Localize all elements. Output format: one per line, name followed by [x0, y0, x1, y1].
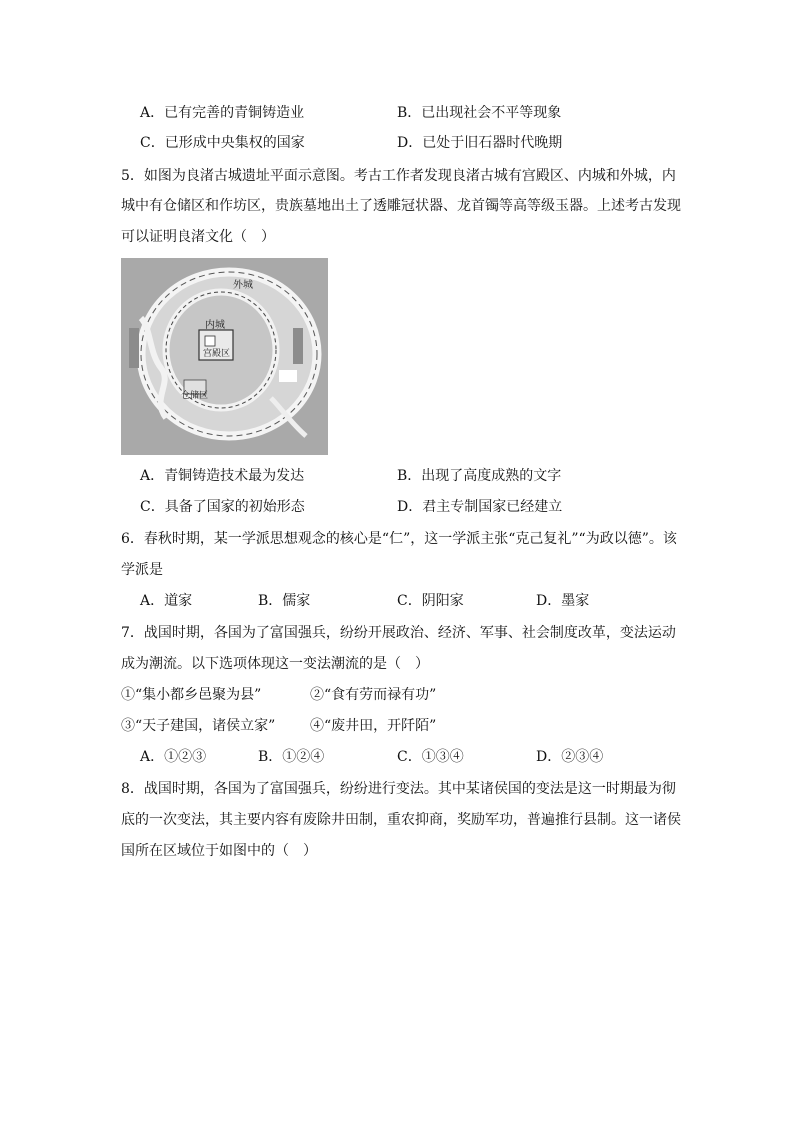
q8-stem-line-2: 底的一次变法，其主要内容有废除井田制，重农抑商，奖励军功，普遍推行县制。这一诸侯: [121, 812, 681, 828]
q7-stem-line-2: 成为潮流。以下选项体现这一变法潮流的是（ ）: [121, 656, 429, 672]
q5-stem-line-1: 5．如图为良渚古城遗址平面示意图。考古工作者发现良渚古城有宫殿区、内城和外城，内: [121, 168, 676, 184]
q7-option-d: D．②③④: [536, 749, 604, 765]
liangzhu-site-map: [121, 258, 328, 455]
q6-stem-line-1: 6．春秋时期，某一学派思想观念的核心是“仁”，这一学派主张“克己复礼”“为政以德”。该: [121, 531, 677, 547]
q6-option-b: B．儒家: [258, 593, 311, 609]
q7-option-b: B．①②④: [258, 749, 325, 765]
q5-option-d: D．君主专制国家已经建立: [397, 499, 563, 515]
q5-stem-line-2: 城中有仓储区和作坊区，贵族墓地出土了透雕冠状器、龙首镯等高等级玉器。上述考古发现: [121, 198, 681, 214]
map-label-outer-city: 外城: [233, 280, 253, 291]
map-label-storage: 仓储区: [181, 391, 209, 401]
q5-option-c: C．具备了国家的初始形态: [140, 499, 305, 515]
q6-option-d: D．墨家: [536, 593, 590, 609]
q6-stem-line-2: 学派是: [121, 562, 163, 578]
q7-option-c: C．①③④: [397, 749, 464, 765]
q7-item-3: ③“天子建国，诸侯立家”: [121, 718, 276, 734]
q7-item-1: ①“集小都乡邑聚为县”: [121, 687, 262, 703]
q5-stem-line-3: 可以证明良渚文化（ ）: [121, 229, 275, 245]
map-label-inner-city: 内城: [205, 320, 225, 331]
q5-option-a: A．青铜铸造技术最为发达: [140, 468, 305, 484]
palace-block: [205, 336, 215, 346]
q7-stem-line-1: 7．战国时期，各国为了富国强兵，纷纷开展政治、经济、军事、社会制度改革，变法运动: [121, 625, 676, 641]
q7-item-4: ④“废井田，开阡陌”: [310, 718, 437, 734]
q4-option-c: C．已形成中央集权的国家: [140, 135, 305, 151]
white-block: [279, 370, 297, 382]
q7-option-a: A．①②③: [140, 749, 207, 765]
q8-stem-line-3: 国所在区域位于如图中的（ ）: [121, 843, 317, 859]
q6-option-c: C．阴阳家: [397, 593, 464, 609]
q4-option-a: A．已有完善的青铜铸造业: [140, 105, 305, 121]
q6-option-a: A．道家: [140, 593, 193, 609]
map-label-palace: 宫殿区: [203, 349, 231, 359]
q8-stem-line-1: 8．战国时期，各国为了富国强兵，纷纷进行变法。其中某诸侯国的变法是这一时期最为彻: [121, 781, 676, 797]
q4-option-b: B．已出现社会不平等现象: [397, 105, 562, 121]
mountain-west: [129, 328, 139, 368]
q7-item-2: ②“食有劳而禄有功”: [310, 687, 437, 703]
mountain-east: [293, 328, 303, 364]
q4-option-d: D．已处于旧石器时代晚期: [397, 135, 563, 151]
q5-option-b: B．出现了高度成熟的文字: [397, 468, 562, 484]
